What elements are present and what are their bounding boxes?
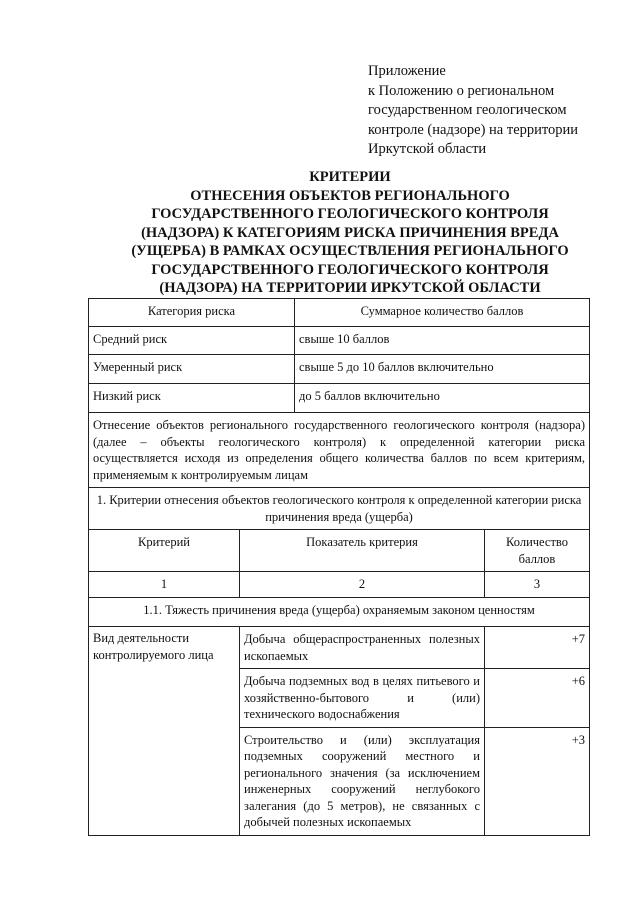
appendix-block — [368, 62, 618, 160]
indicator-text: Добыча общераспространенных полезных ископаемых — [240, 627, 485, 669]
total-points-header: Суммарное количество баллов — [295, 299, 590, 327]
criteria-table — [88, 298, 590, 836]
risk-row — [89, 384, 590, 413]
title-line: (НАДЗОРА) К КАТЕГОРИЯМ РИСКА ПРИЧИНЕНИЯ ВРЕДА — [141, 224, 559, 241]
title-line: КРИТЕРИИ — [309, 169, 391, 185]
column-number: 3 — [485, 572, 590, 598]
risk-note: Отнесение объектов регионального государственного геологического контроля (надзора) (далее – объекты геологического контроля) к определенной категории риска осуществляется исходя из определения общего количества баллов по всем критериям, применяемым к контролируемым лицам — [89, 413, 590, 488]
title-line: ГОСУДАРСТВЕННОГО ГЕОЛОГИЧЕСКОГО КОНТРОЛЯ — [151, 261, 549, 278]
section-title: 1. Критерии отнесения объектов геологического контроля к определенной категории риска причинения вреда (ущерба) — [89, 488, 590, 530]
risk-category: Низкий риск — [89, 384, 295, 413]
risk-row — [89, 327, 590, 355]
appendix-line: к Положению о региональном — [368, 82, 555, 99]
appendix-line: Иркутской области — [368, 141, 487, 157]
risk-points: свыше 10 баллов — [295, 327, 590, 355]
column-number: 2 — [240, 572, 485, 598]
indicator-column-header: Показатель критерия — [240, 530, 485, 572]
subsection-title-row — [89, 598, 590, 627]
indicator-text: Строительство и (или) эксплуатация подземных сооружений местного и регионального значения (за исключением инженерных сооружений неглубокого залегания (до 5 метров), не связанных с добычей полезных ископаемых — [240, 727, 485, 835]
risk-note-row — [89, 413, 590, 488]
indicator-text: Добыча подземных вод в целях питьевого и хозяйственно-бытового и (или) технического водоснабжения — [240, 669, 485, 728]
title-line: ОТНЕСЕНИЯ ОБЪЕКТОВ РЕГИОНАЛЬНОГО — [190, 187, 510, 204]
title-line: (НАДЗОРА) НА ТЕРРИТОРИИ ИРКУТСКОЙ ОБЛАСТИ — [159, 280, 541, 296]
risk-category-header: Категория риска — [89, 299, 295, 327]
risk-category: Средний риск — [89, 327, 295, 355]
points-column-header: Количество баллов — [485, 530, 590, 572]
document-title — [80, 168, 620, 298]
indicator-points: +6 — [485, 669, 590, 728]
appendix-line: государственном геологическом — [368, 102, 567, 118]
title-line: (УЩЕРБА) В РАМКАХ ОСУЩЕСТВЛЕНИЯ РЕГИОНАЛЬНОГО — [131, 243, 569, 259]
appendix-line: Приложение — [368, 63, 446, 79]
indicator-points: +3 — [485, 727, 590, 835]
indicator-row — [89, 627, 590, 669]
risk-points: до 5 баллов включительно — [295, 384, 590, 413]
indicator-points: +7 — [485, 627, 590, 669]
risk-points: свыше 5 до 10 баллов включительно — [295, 355, 590, 384]
section-title-row — [89, 488, 590, 530]
appendix-line: контроле (надзоре) на территории — [368, 121, 579, 138]
criteria-header-row — [89, 530, 590, 572]
column-number-row — [89, 572, 590, 598]
criterion-column-header: Критерий — [89, 530, 240, 572]
risk-row — [89, 355, 590, 384]
risk-header-row — [89, 299, 590, 327]
risk-category: Умеренный риск — [89, 355, 295, 384]
column-number: 1 — [89, 572, 240, 598]
title-line: ГОСУДАРСТВЕННОГО ГЕОЛОГИЧЕСКОГО КОНТРОЛЯ — [151, 206, 549, 222]
subsection-title: 1.1. Тяжесть причинения вреда (ущерба) охраняемым законом ценностям — [89, 598, 590, 627]
criterion-label: Вид деятельности контролируемого лица — [89, 627, 240, 836]
